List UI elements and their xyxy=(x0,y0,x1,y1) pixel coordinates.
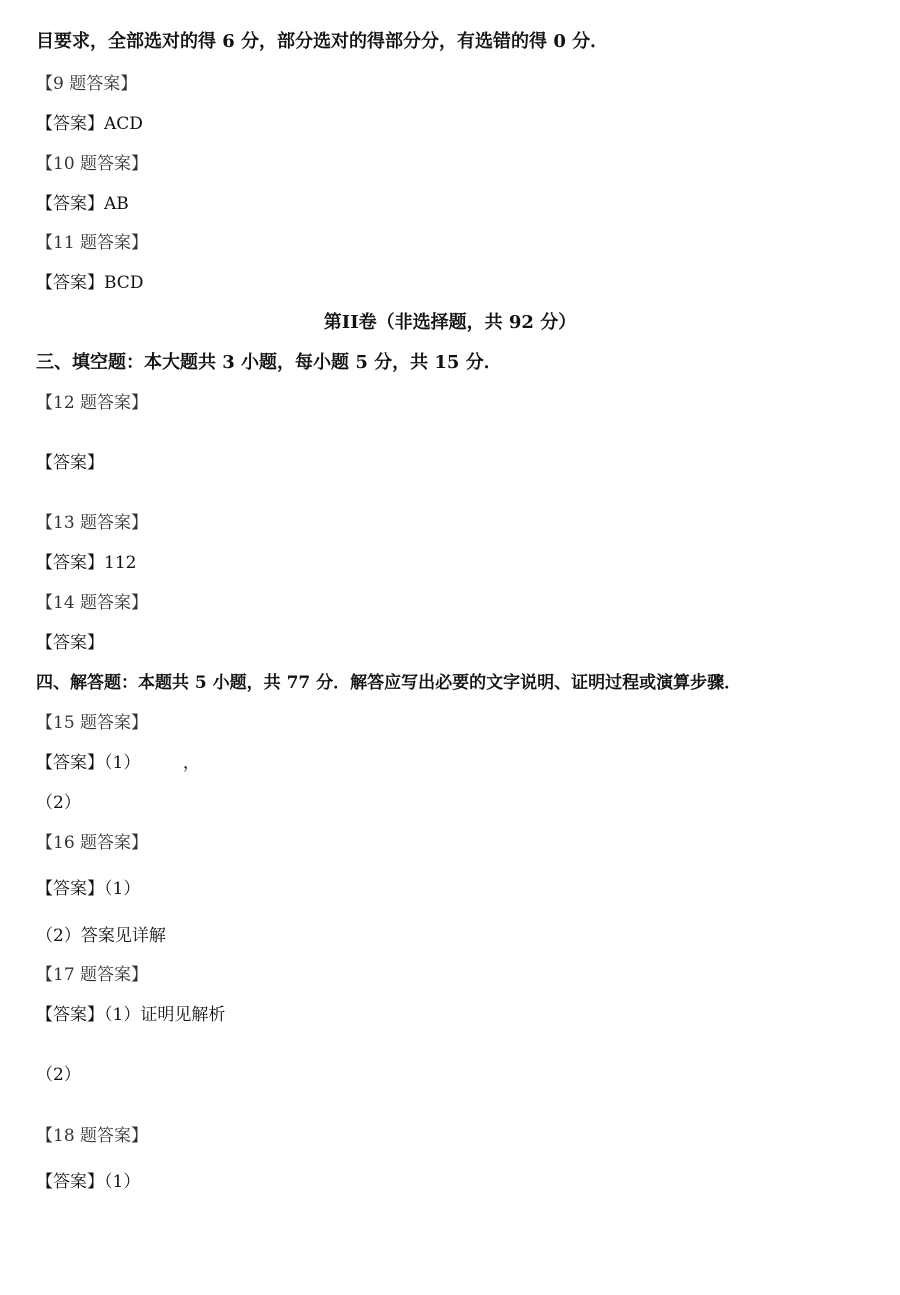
q15-answer-part2: （2） xyxy=(36,793,81,813)
q16-answer-part1: 【答案】（1） xyxy=(36,879,141,899)
q9-answer: 【答案】ACD xyxy=(36,114,143,134)
q18-answer-part1: 【答案】（1） xyxy=(36,1172,141,1192)
q12-header: 【12 题答案】 xyxy=(36,393,149,413)
q13-header: 【13 题答案】 xyxy=(36,513,149,533)
q15-answer-part1: 【答案】（1） ， xyxy=(36,753,200,773)
q16-header: 【16 题答案】 xyxy=(36,833,149,853)
q17-answer-part1: 【答案】（1）证明见解析 xyxy=(36,1005,226,1025)
q18-header: 【18 题答案】 xyxy=(36,1126,149,1146)
q9-header: 【9 题答案】 xyxy=(36,74,138,94)
q17-header: 【17 题答案】 xyxy=(36,965,149,985)
q11-answer: 【答案】BCD xyxy=(36,273,144,293)
q17-answer-part2: （2） xyxy=(36,1065,81,1085)
q16-answer-part2: （2）答案见详解 xyxy=(36,926,166,946)
q10-header: 【10 题答案】 xyxy=(36,154,149,174)
section3-title: 三、填空题：本大题共 3 小题，每小题 5 分，共 15 分． xyxy=(36,352,502,373)
q10-answer: 【答案】AB xyxy=(36,194,129,214)
q11-header: 【11 题答案】 xyxy=(36,233,149,253)
section2-instruction-tail: 目要求，全部选对的得 6 分，部分选对的得部分分，有选错的得 0 分． xyxy=(36,31,609,52)
section4-title: 四、解答题：本题共 5 小题，共 77 分．解答应写出必要的文字说明、证明过程或演算步骤． xyxy=(36,673,742,693)
part2-title: 第II卷（非选择题，共 92 分） xyxy=(323,312,577,333)
q14-header: 【14 题答案】 xyxy=(36,593,149,613)
q12-answer: 【答案】 xyxy=(36,453,104,473)
q15-header: 【15 题答案】 xyxy=(36,713,149,733)
q13-answer: 【答案】112 xyxy=(36,553,137,573)
q14-answer: 【答案】 xyxy=(36,633,104,653)
